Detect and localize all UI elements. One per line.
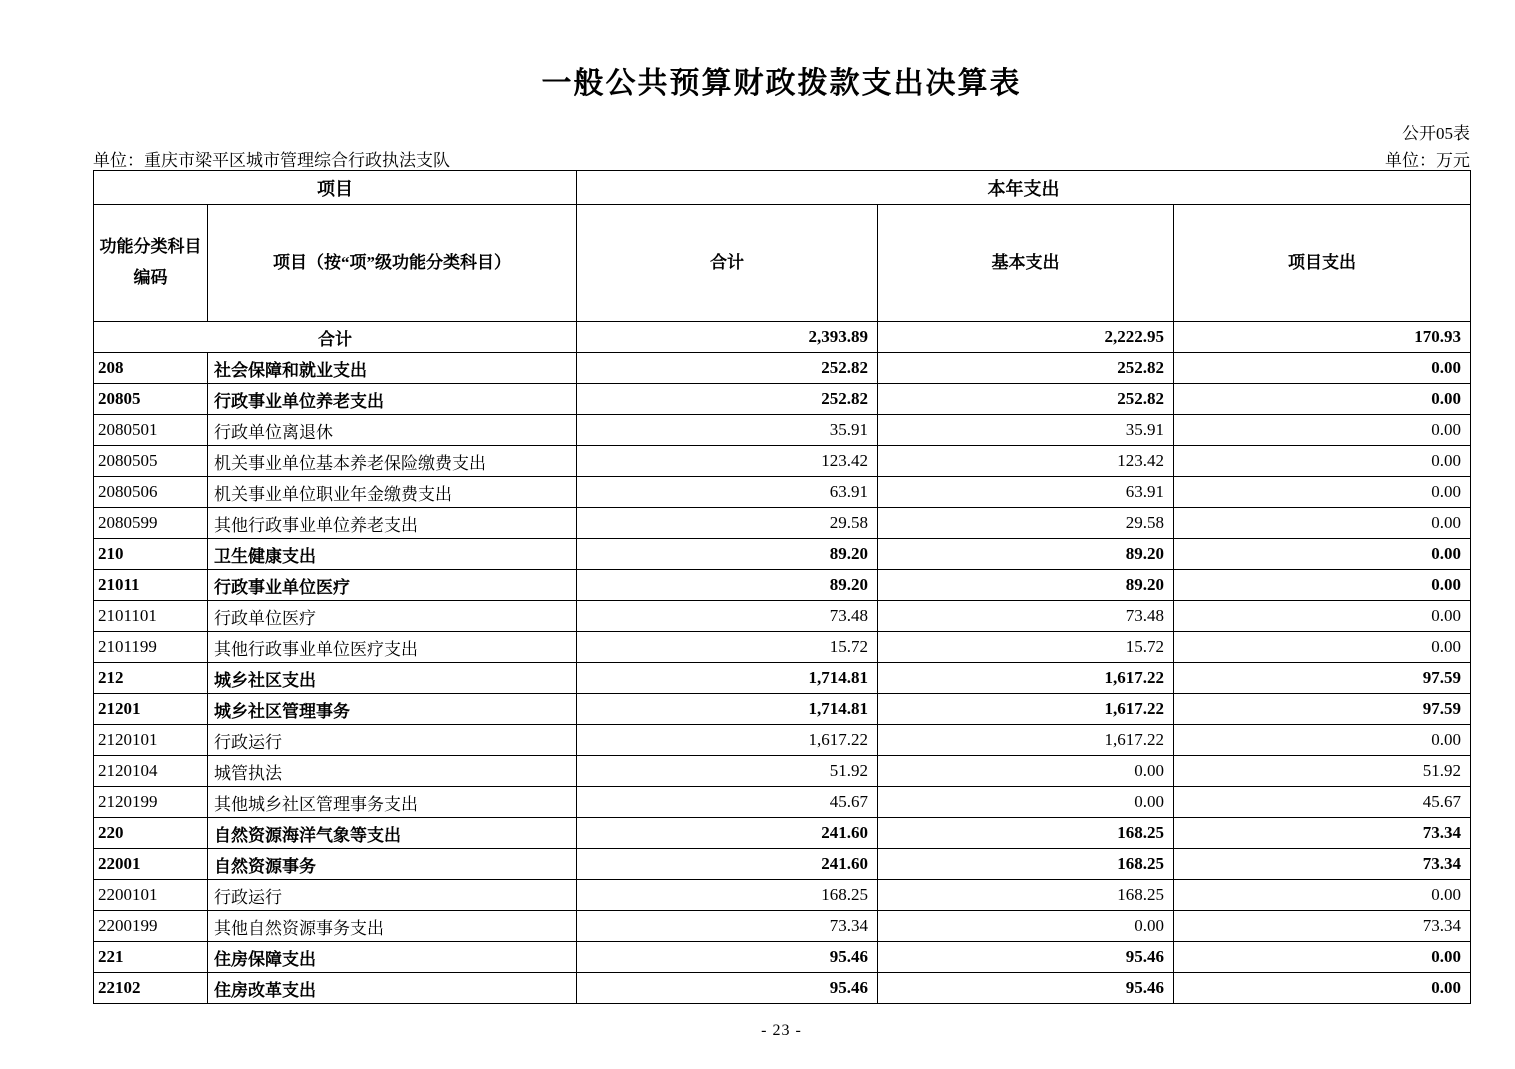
table-row: [94, 911, 1471, 942]
cell-project: 0.00: [1174, 539, 1471, 570]
cell-name: 其他行政事业单位医疗支出: [208, 632, 577, 663]
cell-total: 29.58: [577, 508, 878, 539]
cell-name: 卫生健康支出: [208, 539, 577, 570]
header-project-group: 项目: [94, 171, 577, 205]
cell-total: 252.82: [577, 353, 878, 384]
cell-code: 210: [94, 539, 208, 570]
cell-project: 0.00: [1174, 384, 1471, 415]
cell-basic: 0.00: [878, 911, 1174, 942]
page-number: - 23 -: [761, 1022, 802, 1039]
cell-name: 城乡社区支出: [208, 663, 577, 694]
cell-code: 2101199: [94, 632, 208, 663]
cell-project: 0.00: [1174, 632, 1471, 663]
cell-name: 自然资源海洋气象等支出: [208, 818, 577, 849]
cell-total: 95.46: [577, 973, 878, 1004]
unit-name-label: 单位：重庆市梁平区城市管理综合行政执法支队: [93, 151, 450, 170]
table-row: [94, 818, 1471, 849]
cell-name: 行政运行: [208, 880, 577, 911]
cell-basic: 123.42: [878, 446, 1174, 477]
table-row: [94, 601, 1471, 632]
cell-code: 22102: [94, 973, 208, 1004]
cell-total: 123.42: [577, 446, 878, 477]
cell-name: 社会保障和就业支出: [208, 353, 577, 384]
cell-name: 行政运行: [208, 725, 577, 756]
header-total: 合计: [577, 205, 878, 322]
expenditure-table: [93, 170, 1471, 1004]
header-basic: 基本支出: [878, 205, 1174, 322]
cell-basic: 73.48: [878, 601, 1174, 632]
cell-total: 51.92: [577, 756, 878, 787]
cell-name: 其他城乡社区管理事务支出: [208, 787, 577, 818]
header-column-row: [94, 205, 1471, 322]
cell-basic: 168.25: [878, 880, 1174, 911]
cell-basic: 29.58: [878, 508, 1174, 539]
cell-code: 2200199: [94, 911, 208, 942]
cell-name: 城乡社区管理事务: [208, 694, 577, 725]
cell-code: 221: [94, 942, 208, 973]
cell-total: 63.91: [577, 477, 878, 508]
cell-project: 73.34: [1174, 849, 1471, 880]
cell-code: 21011: [94, 570, 208, 601]
cell-name: 行政事业单位养老支出: [208, 384, 577, 415]
cell-code: 2200101: [94, 880, 208, 911]
cell-total: 1,714.81: [577, 663, 878, 694]
cell-total: 89.20: [577, 539, 878, 570]
page-title: 一般公共预算财政拨款支出决算表: [541, 67, 1022, 100]
cell-basic: 252.82: [878, 384, 1174, 415]
cell-basic: 168.25: [878, 849, 1174, 880]
cell-project: 0.00: [1174, 973, 1471, 1004]
cell-project: 0.00: [1174, 942, 1471, 973]
cell-basic: 168.25: [878, 818, 1174, 849]
cell-project: 73.34: [1174, 911, 1471, 942]
cell-project: 51.92: [1174, 756, 1471, 787]
cell-basic: 95.46: [878, 942, 1174, 973]
cell-total: 1,714.81: [577, 694, 878, 725]
cell-name: 行政单位离退休: [208, 415, 577, 446]
cell-basic: 89.20: [878, 570, 1174, 601]
cell-name: 自然资源事务: [208, 849, 577, 880]
cell-total: 73.34: [577, 911, 878, 942]
cell-name: 其他行政事业单位养老支出: [208, 508, 577, 539]
cell-code: 220: [94, 818, 208, 849]
cell-basic: 0.00: [878, 756, 1174, 787]
cell-basic: 252.82: [878, 353, 1174, 384]
cell-basic: 15.72: [878, 632, 1174, 663]
cell-code: 2080505: [94, 446, 208, 477]
cell-basic: 95.46: [878, 973, 1174, 1004]
cell-total: 95.46: [577, 942, 878, 973]
cell-code: 2120101: [94, 725, 208, 756]
header-project: 项目支出: [1174, 205, 1471, 322]
cell-basic: 1,617.22: [878, 663, 1174, 694]
cell-total: 15.72: [577, 632, 878, 663]
header-item: 项目（按“项”级功能分类科目）: [208, 205, 577, 322]
cell-project: 0.00: [1174, 880, 1471, 911]
cell-project: 0.00: [1174, 725, 1471, 756]
cell-total: 73.48: [577, 601, 878, 632]
cell-basic: 63.91: [878, 477, 1174, 508]
cell-name: 住房保障支出: [208, 942, 577, 973]
table-row: [94, 663, 1471, 694]
cell-total: 168.25: [577, 880, 878, 911]
table-row: [94, 632, 1471, 663]
cell-total: 241.60: [577, 849, 878, 880]
summary-total: 2,393.89: [577, 322, 878, 353]
table-row: [94, 477, 1471, 508]
cell-code: 212: [94, 663, 208, 694]
header-current-year-group: 本年支出: [577, 171, 1471, 205]
cell-total: 89.20: [577, 570, 878, 601]
cell-project: 73.34: [1174, 818, 1471, 849]
table-row: [94, 353, 1471, 384]
table-row: [94, 384, 1471, 415]
summary-project: 170.93: [1174, 322, 1471, 353]
cell-total: 1,617.22: [577, 725, 878, 756]
table-row: [94, 973, 1471, 1004]
cell-project: 97.59: [1174, 663, 1471, 694]
cell-name: 机关事业单位职业年金缴费支出: [208, 477, 577, 508]
table-row: [94, 539, 1471, 570]
header-group-row: [94, 171, 1471, 205]
cell-name: 行政单位医疗: [208, 601, 577, 632]
cell-code: 2080501: [94, 415, 208, 446]
summary-row: [94, 322, 1471, 353]
cell-basic: 89.20: [878, 539, 1174, 570]
unit-measure-label: 单位：万元: [1385, 151, 1470, 170]
cell-code: 2080506: [94, 477, 208, 508]
cell-name: 其他自然资源事务支出: [208, 911, 577, 942]
cell-project: 0.00: [1174, 601, 1471, 632]
cell-code: 2120104: [94, 756, 208, 787]
cell-code: 20805: [94, 384, 208, 415]
table-row: [94, 880, 1471, 911]
cell-code: 22001: [94, 849, 208, 880]
cell-project: 0.00: [1174, 446, 1471, 477]
table-row: [94, 787, 1471, 818]
cell-project: 0.00: [1174, 570, 1471, 601]
cell-basic: 1,617.22: [878, 725, 1174, 756]
form-code-label: 公开05表: [1402, 124, 1470, 143]
summary-basic: 2,222.95: [878, 322, 1174, 353]
cell-project: 45.67: [1174, 787, 1471, 818]
cell-code: 2101101: [94, 601, 208, 632]
table-row: [94, 756, 1471, 787]
cell-name: 机关事业单位基本养老保险缴费支出: [208, 446, 577, 477]
cell-project: 97.59: [1174, 694, 1471, 725]
cell-project: 0.00: [1174, 508, 1471, 539]
cell-project: 0.00: [1174, 415, 1471, 446]
cell-project: 0.00: [1174, 477, 1471, 508]
cell-code: 21201: [94, 694, 208, 725]
table-row: [94, 446, 1471, 477]
table-row: [94, 725, 1471, 756]
cell-name: 城管执法: [208, 756, 577, 787]
cell-total: 252.82: [577, 384, 878, 415]
table-row: [94, 942, 1471, 973]
cell-code: 208: [94, 353, 208, 384]
table-row: [94, 570, 1471, 601]
table-row: [94, 415, 1471, 446]
cell-total: 241.60: [577, 818, 878, 849]
cell-basic: 0.00: [878, 787, 1174, 818]
header-code: 功能分类科目编码: [94, 205, 208, 322]
cell-name: 住房改革支出: [208, 973, 577, 1004]
cell-total: 35.91: [577, 415, 878, 446]
summary-label: 合计: [94, 322, 577, 353]
table-row: [94, 849, 1471, 880]
cell-project: 0.00: [1174, 353, 1471, 384]
cell-basic: 35.91: [878, 415, 1174, 446]
cell-total: 45.67: [577, 787, 878, 818]
cell-name: 行政事业单位医疗: [208, 570, 577, 601]
table-row: [94, 508, 1471, 539]
table-row: [94, 694, 1471, 725]
cell-code: 2080599: [94, 508, 208, 539]
cell-code: 2120199: [94, 787, 208, 818]
cell-basic: 1,617.22: [878, 694, 1174, 725]
